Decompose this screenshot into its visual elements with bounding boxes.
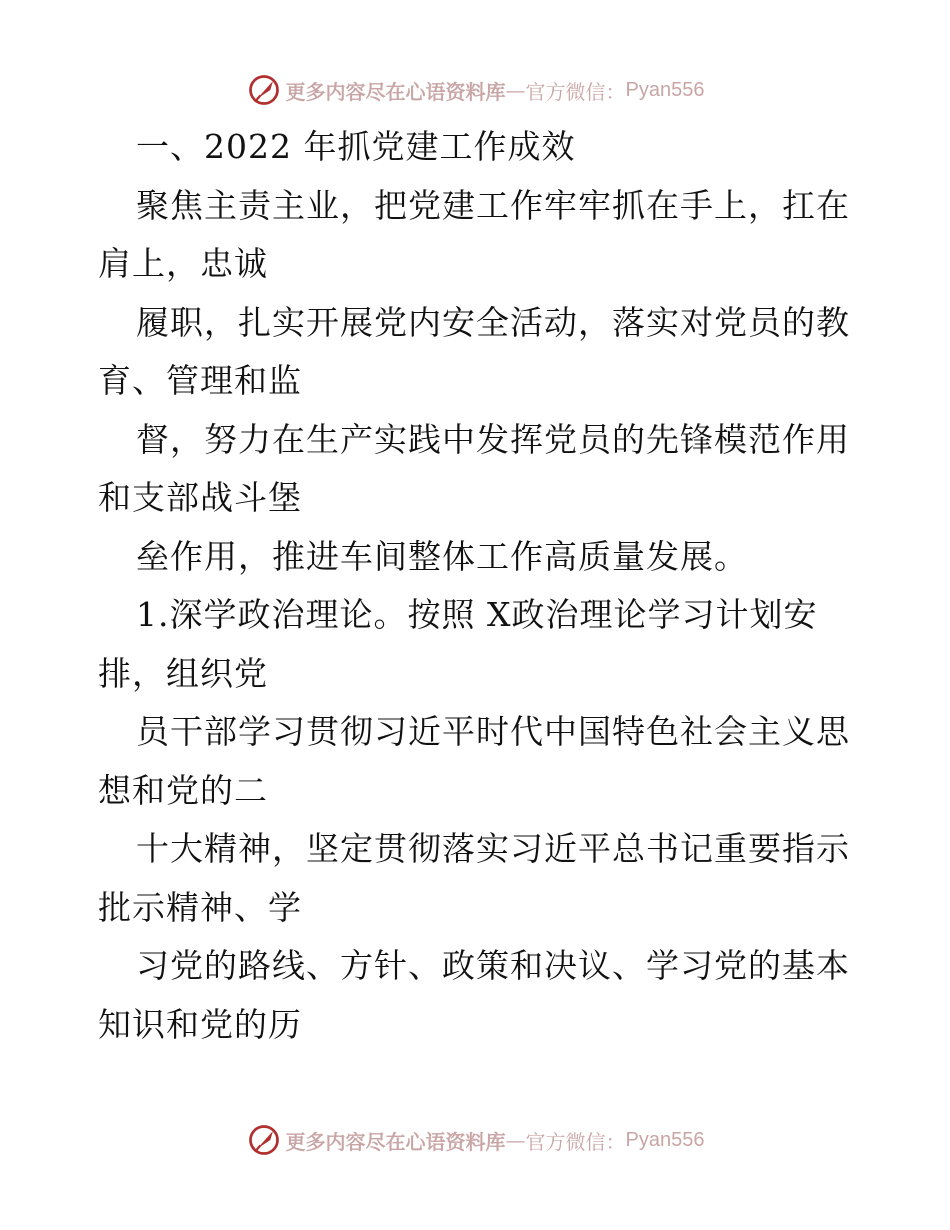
paragraph-line: 肩上，忠诚 bbox=[98, 244, 268, 283]
watermark-separator: — bbox=[505, 78, 526, 102]
watermark-brand: 更多内容尽在心语资料库 bbox=[285, 79, 506, 104]
watermark-separator: — bbox=[505, 1128, 526, 1152]
quill-pen-logo-icon bbox=[246, 1122, 282, 1158]
paragraph-line: 习党的路线、方针、政策和决议、学习党的基本 bbox=[136, 946, 850, 985]
paragraph-line: 聚焦主责主业，把党建工作牢牢抓在手上，扛在 bbox=[136, 185, 850, 225]
paragraph-line: 知识和党的历 bbox=[98, 1004, 302, 1044]
paragraph-line: 批示精神、学 bbox=[98, 887, 302, 927]
footer-watermark bbox=[0, 1120, 950, 1160]
paragraph-line: 督，努力在生产实践中发挥党员的先锋模范作用 bbox=[136, 419, 850, 459]
header-watermark bbox=[0, 70, 950, 110]
document-body bbox=[98, 118, 858, 1054]
watermark-brand: 更多内容尽在心语资料库 bbox=[285, 1129, 506, 1154]
paragraph-line: 想和党的二 bbox=[98, 770, 268, 810]
watermark-wechat-label: 官方微信： bbox=[525, 79, 626, 104]
quill-pen-logo-icon bbox=[246, 72, 282, 108]
paragraph-line: 育、管理和监 bbox=[98, 361, 302, 400]
paragraph-line: 和支部战斗堡 bbox=[98, 478, 302, 517]
watermark-wechat-label: 官方微信： bbox=[525, 1129, 626, 1154]
paragraph-line: 十大精神，坚定贯彻落实习近平总书记重要指示 bbox=[136, 829, 850, 868]
watermark-wechat-id: Pyan556 bbox=[625, 1128, 705, 1151]
paragraph-line: 垒作用，推进车间整体工作高质量发展。 bbox=[136, 536, 748, 576]
paragraph-line: 履职，扎实开展党内安全活动，落实对党员的教 bbox=[136, 302, 850, 342]
watermark-wechat-id: Pyan556 bbox=[625, 78, 705, 101]
paragraph-line: 1.深学政治理论。按照 X政治理论学习计划安 bbox=[136, 595, 818, 634]
paragraph-line: 员干部学习贯彻习近平时代中国特色社会主义思 bbox=[136, 712, 850, 751]
section-heading: 一、2022 年抓党建工作成效 bbox=[136, 127, 576, 166]
paragraph-line: 排，组织党 bbox=[98, 653, 268, 693]
